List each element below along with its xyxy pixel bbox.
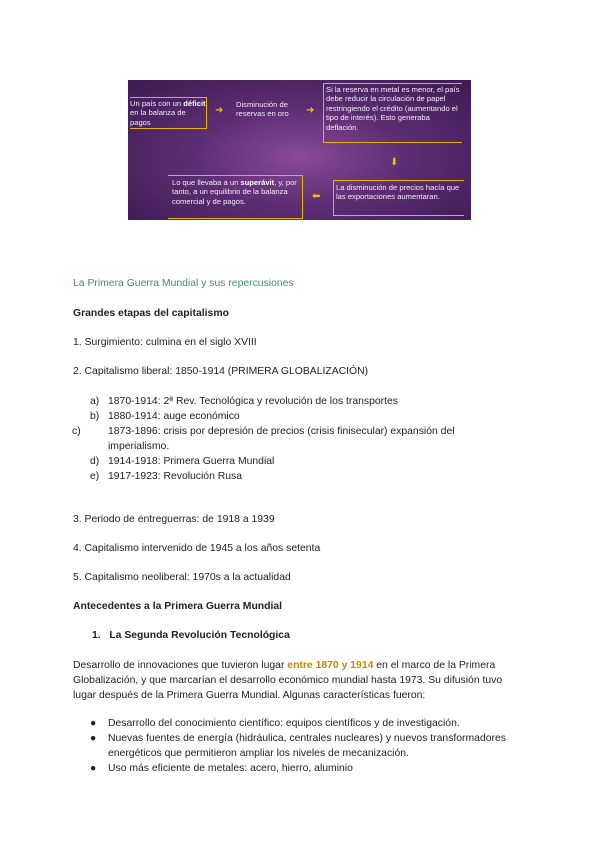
sub-item: a) 1870-1914: 2ª Rev. Tecnológica y revolución de los transportes bbox=[90, 396, 398, 407]
arrow-down-icon: ⬇ bbox=[390, 157, 399, 168]
stage-item: 3. Periodo de entreguerras: de 1918 a 1939 bbox=[73, 514, 275, 525]
heading-second-revolution: 1. La Segunda Revolución Tecnológica bbox=[92, 630, 290, 641]
box4-text: La disminución de precios hacía que las exportaciones aumentaran. bbox=[336, 183, 460, 202]
heading-stages: Grandes etapas del capitalismo bbox=[73, 308, 229, 319]
box3-text: Si la reserva en metal es menor, el país debe reducir la circulación de papel restringiendo el crédito (aumentando el tipo de interés). Esto generaba deflación. bbox=[326, 85, 460, 132]
sub-item: e) 1917-1923: Revolución Rusa bbox=[90, 471, 243, 482]
stage-item: 4. Capitalismo intervenido de 1945 a los años setenta bbox=[73, 543, 321, 554]
arrow-left-icon: ⬅ bbox=[312, 191, 321, 202]
section-title: La Primera Guerra Mundial y sus repercusiones bbox=[73, 278, 294, 289]
sub-item: d) 1914-1918: Primera Guerra Mundial bbox=[90, 456, 275, 467]
box1-text: Un país con un déficit en la balanza de pagos bbox=[130, 99, 206, 127]
stage-item: 5. Capitalismo neoliberal: 1970s a la actualidad bbox=[73, 572, 291, 583]
box2-text: Disminución de reservas en oro bbox=[236, 100, 289, 119]
highlight-dates: entre 1870 y 1914 bbox=[287, 660, 374, 671]
bullet-icon: ● bbox=[90, 733, 97, 744]
bullet-icon: ● bbox=[90, 718, 97, 729]
sub-item: b) 1880-1914: auge económico bbox=[90, 411, 240, 422]
paragraph: Desarrollo de innovaciones que tuvieron lugar entre 1870 y 1914 en el marco de la Primera Globalización, y que marcarían el desarrollo económico mundial hasta 1973. Su difusión tuvo lugar después de la Primera Guerra Mundial. Algunas características fueron: bbox=[73, 660, 503, 701]
stage-item: 2. Capitalismo liberal: 1850-1914 (PRIMERA GLOBALIZACIÓN) bbox=[73, 366, 369, 377]
bullet-icon: ● bbox=[90, 763, 97, 774]
arrow-right-icon: ➜ bbox=[215, 105, 224, 116]
heading-antecedents: Antecedentes a la Primera Guerra Mundial bbox=[73, 601, 283, 612]
stage-item: 1. Surgimiento: culmina en el siglo XVIII bbox=[73, 337, 257, 348]
flow-diagram bbox=[128, 80, 471, 220]
sub-item: c) 1873-1896: crisis por depresión de precios (crisis finisecular) expansión del imperialismo. bbox=[72, 426, 455, 452]
box5-text: Lo que llevaba a un superávit, y, por tanto, a un equilibrio de la balanza comercial y de pagos. bbox=[172, 178, 297, 206]
arrow-right-icon: ➜ bbox=[306, 105, 315, 116]
